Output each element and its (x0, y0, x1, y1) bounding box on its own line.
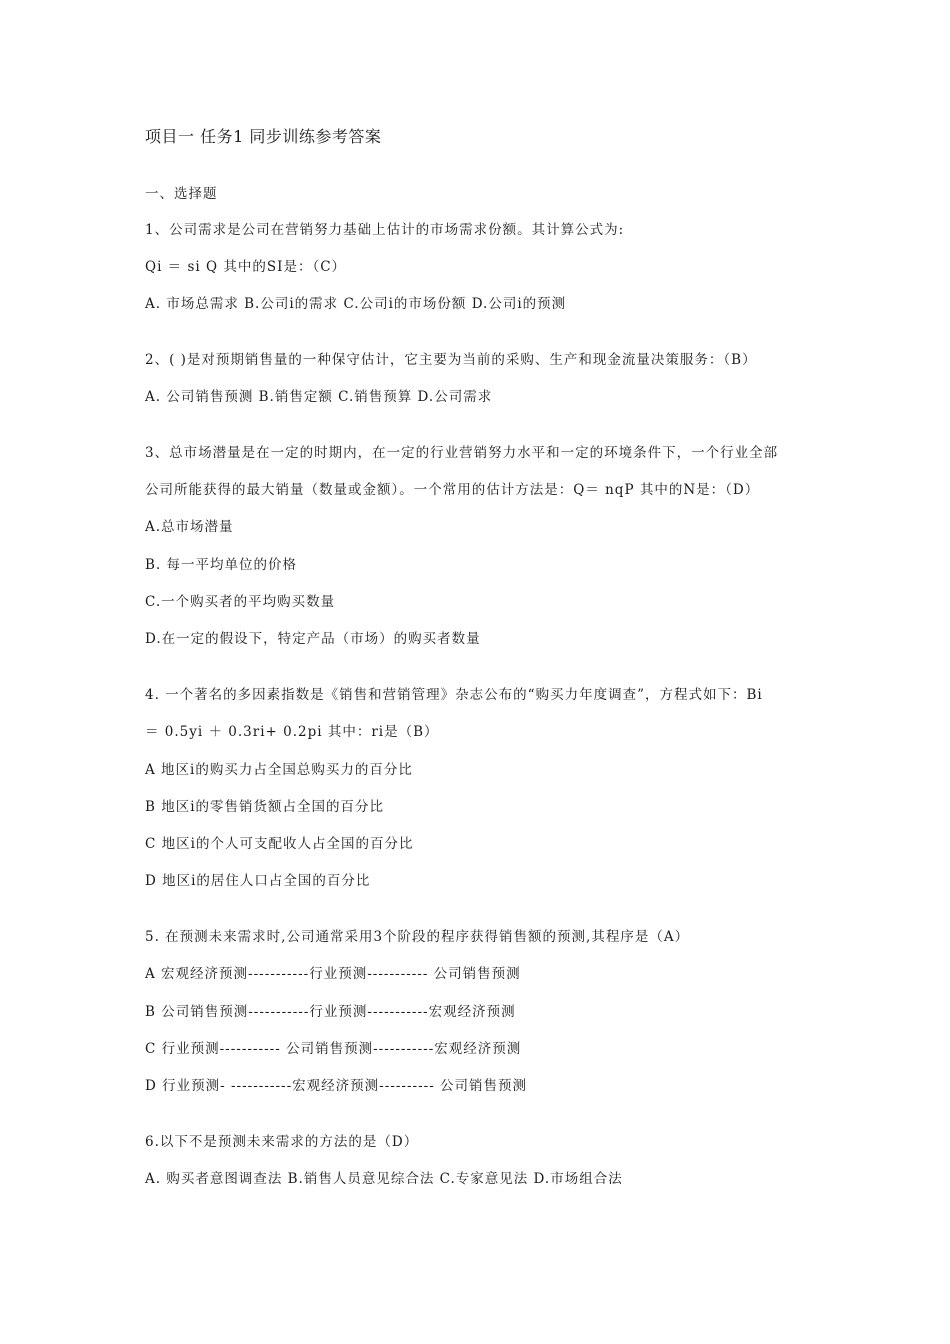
question-3-option-c: C.一个购买者的平均购买数量 (145, 594, 336, 610)
question-6-stem: 6.以下不是预测未来需求的方法的是（D） (145, 1134, 419, 1150)
question-2-options: A. 公司销售预测 B.销售定额 C.销售预算 D.公司需求 (145, 389, 493, 405)
question-5-option-b: B 公司销售预测-----------行业预测-----------宏观经济预测 (145, 1004, 516, 1020)
question-1-stem: 1、公司需求是公司在营销努力基础上估计的市场需求份额。其计算公式为: (145, 222, 625, 238)
question-4-option-a: A 地区i的购买力占全国总购买力的百分比 (145, 762, 413, 778)
question-4-stem-line-2: ＝ 0.5yi ＋ 0.3ri+ 0.2pi 其中：ri是（B） (145, 724, 439, 740)
question-3-stem-line-1: 3、总市场潜量是在一定的时期内，在一定的行业营销努力水平和一定的环境条件下，一个行业全部 (145, 445, 779, 461)
question-2-stem: 2、( )是对预期销售量的一种保守估计，它主要为当前的采购、生产和现金流量决策服务：（B） (145, 352, 757, 368)
document-title: 项目一 任务1 同步训练参考答案 (145, 127, 382, 146)
question-5-option-c: C 行业预测----------- 公司销售预测-----------宏观经济预测 (145, 1041, 522, 1057)
question-4-option-d: D 地区i的居住人口占全国的百分比 (145, 873, 371, 889)
question-5-option-a: A 宏观经济预测-----------行业预测----------- 公司销售预测 (145, 966, 521, 982)
question-3-option-a: A.总市场潜量 (145, 519, 234, 535)
question-6-options: A. 购买者意图调查法 B.销售人员意见综合法 C.专家意见法 D.市场组合法 (145, 1171, 623, 1187)
question-4-option-c: C 地区i的个人可支配收人占全国的百分比 (145, 836, 414, 852)
question-3-option-b: B. 每一平均单位的价格 (145, 557, 298, 573)
question-5-option-d: D 行业预测- -----------宏观经济预测---------- 公司销售预测 (145, 1078, 528, 1094)
question-3-stem-line-2: 公司所能获得的最大销量（数量或金额）。一个常用的估计方法是：Q＝ nqP 其中的N是：（D） (145, 482, 760, 498)
question-4-stem-line-1: 4. 一个著名的多因素指数是《销售和营销管理》杂志公布的“购买力年度调查”，方程式如下：Bi (145, 687, 763, 703)
section-heading: 一、选择题 (145, 186, 218, 202)
question-4-option-b: B 地区i的零售销货额占全国的百分比 (145, 799, 385, 815)
question-1-options: A. 市场总需求 B.公司i的需求 C.公司i的市场份额 D.公司i的预测 (145, 296, 567, 312)
question-5-stem: 5. 在预测未来需求时,公司通常采用3个阶段的程序获得销售额的预测,其程序是（A） (145, 929, 690, 945)
question-3-option-d: D.在一定的假设下，特定产品（市场）的购买者数量 (145, 631, 481, 647)
question-1-formula: Qi ＝ si Q 其中的SI是：（C） (145, 259, 347, 275)
